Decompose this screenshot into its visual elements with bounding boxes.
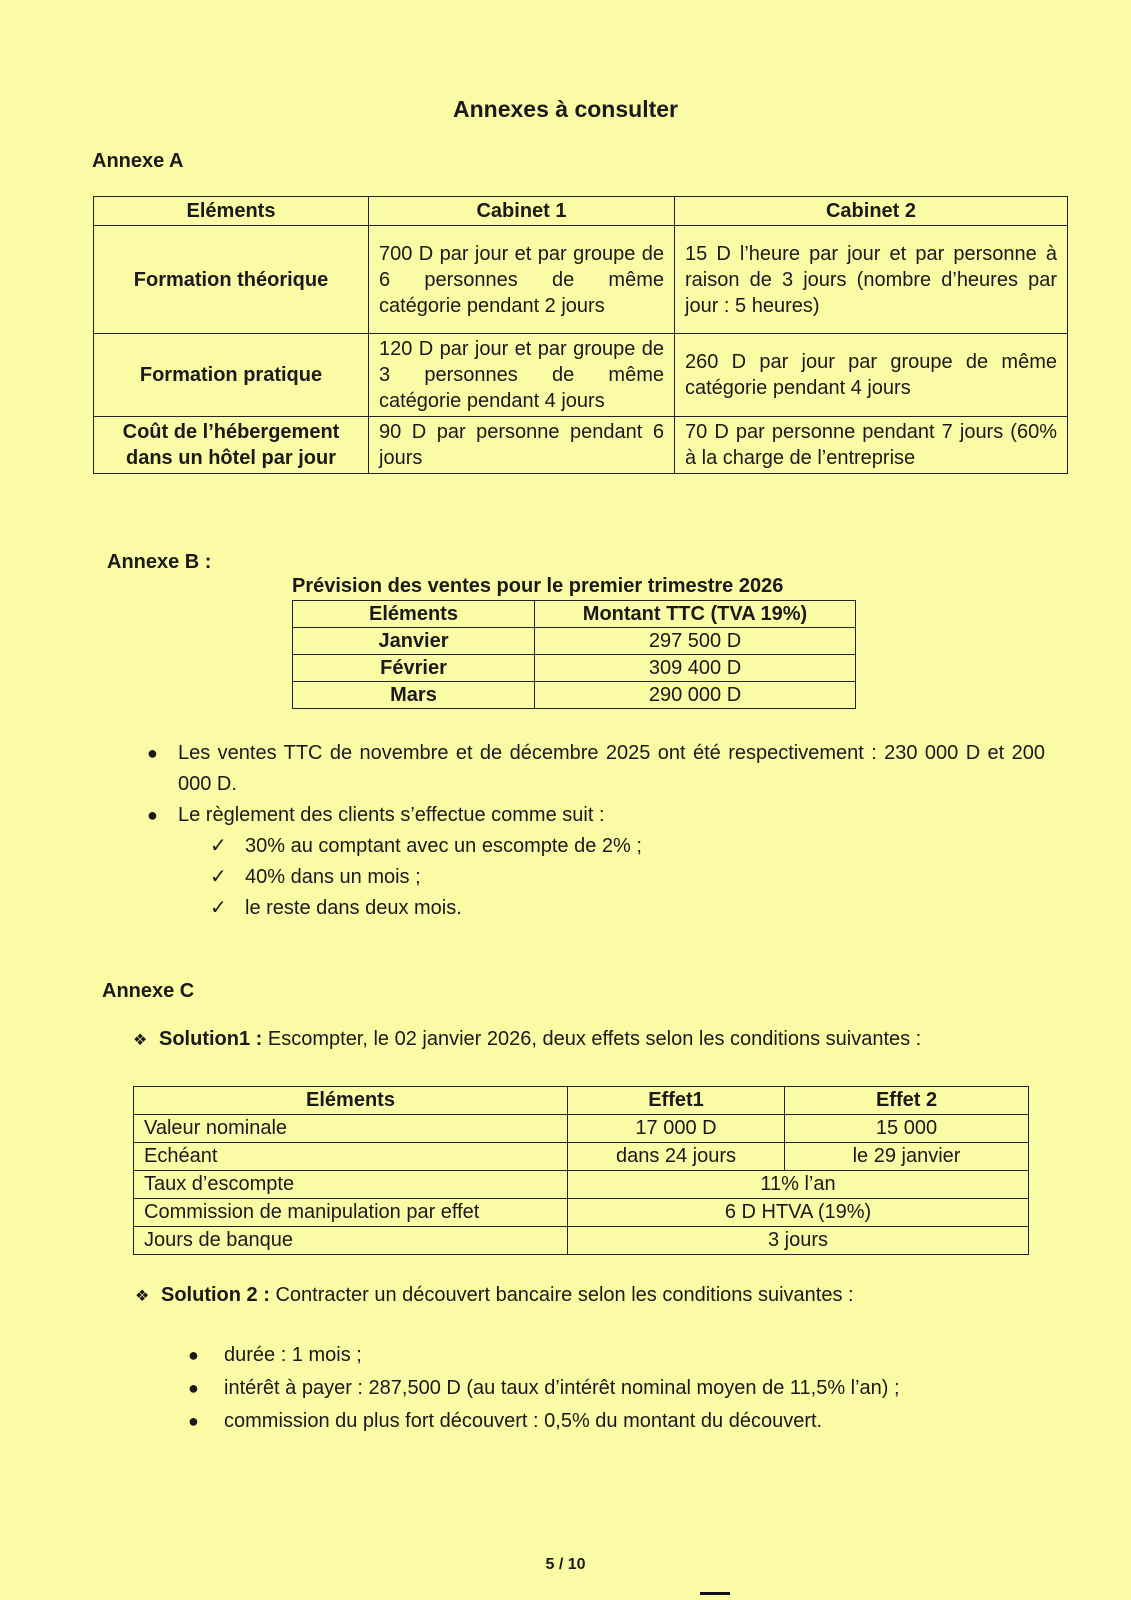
table-row	[134, 1171, 1029, 1199]
solution-2	[135, 1284, 854, 1307]
list-item-text: le reste dans deux mois.	[245, 897, 462, 919]
table-header-row	[134, 1087, 1029, 1115]
checkmark-icon: ✓	[210, 866, 227, 888]
list-item	[188, 1339, 1068, 1372]
row-label: Formation théorique	[94, 226, 369, 334]
annex-b-label: Annexe B :	[107, 551, 212, 573]
bullet-icon: ●	[188, 1411, 199, 1431]
list-item	[140, 800, 1045, 831]
table-cell: 260 D par jour par groupe de même catégorie pendant 4 jours	[675, 334, 1068, 417]
table-cell: dans 24 jours	[568, 1143, 785, 1171]
list-item	[188, 1372, 1068, 1405]
table-cell: 290 000 D	[535, 682, 856, 709]
table-cell: 15 D l’heure par jour et par personne à raison de 3 jours (nombre d’heures par jour : 5 heures)	[675, 226, 1068, 334]
table-row	[293, 682, 856, 709]
column-header: Cabinet 1	[369, 197, 675, 226]
table-cell: 120 D par jour et par groupe de 3 personnes de même catégorie pendant 4 jours	[369, 334, 675, 417]
list-item-text: Le règlement des clients s’effectue comme suit :	[178, 804, 605, 826]
solution-1-text: Escompter, le 02 janvier 2026, deux effets selon les conditions suivantes :	[262, 1028, 922, 1050]
column-header: Effet1	[568, 1087, 785, 1115]
table-row	[94, 417, 1068, 474]
annex-b-table-title: Prévision des ventes pour le premier trimestre 2026	[292, 575, 784, 597]
annex-c-table	[133, 1086, 1029, 1255]
table-header-row	[293, 601, 856, 628]
row-label: Janvier	[293, 628, 535, 655]
table-row	[134, 1115, 1029, 1143]
bullet-icon: ●	[188, 1378, 199, 1398]
list-item	[188, 1405, 1068, 1438]
column-header: Eléments	[94, 197, 369, 226]
page-number: 5 / 10	[545, 1556, 586, 1573]
checkmark-icon: ✓	[210, 897, 227, 919]
annex-a-label: Annexe A	[92, 150, 184, 172]
table-row	[94, 334, 1068, 417]
list-item-text: commission du plus fort découvert : 0,5% du montant du découvert.	[224, 1410, 823, 1432]
solution-2-text: Contracter un découvert bancaire selon les conditions suivantes :	[269, 1284, 854, 1306]
annex-c-label: Annexe C	[102, 980, 195, 1002]
row-label: Echéant	[134, 1143, 568, 1171]
annex-b-notes	[140, 738, 1045, 924]
column-header: Effet 2	[785, 1087, 1029, 1115]
list-item	[140, 738, 1045, 800]
solution-2-conditions	[188, 1339, 1068, 1438]
row-label: Commission de manipulation par effet	[134, 1199, 568, 1227]
column-header: Eléments	[293, 601, 535, 628]
bullet-icon: ●	[188, 1345, 199, 1365]
row-label: Formation pratique	[94, 334, 369, 417]
table-row	[134, 1143, 1029, 1171]
table-cell: le 29 janvier	[785, 1143, 1029, 1171]
solution-2-label: Solution 2 :	[161, 1284, 270, 1306]
solution-1-label: Solution1 :	[159, 1028, 263, 1050]
row-label: Mars	[293, 682, 535, 709]
list-item-text: 30% au comptant avec un escompte de 2% ;	[245, 835, 642, 857]
table-cell: 3 jours	[568, 1227, 1029, 1255]
bullet-icon: ●	[147, 805, 158, 825]
page-title: Annexes à consulter	[453, 96, 678, 122]
list-item	[210, 893, 1045, 924]
table-cell: 309 400 D	[535, 655, 856, 682]
table-cell: 700 D par jour et par groupe de 6 personnes de même catégorie pendant 2 jours	[369, 226, 675, 334]
row-label: Février	[293, 655, 535, 682]
row-label: Taux d’escompte	[134, 1171, 568, 1199]
table-cell: 17 000 D	[568, 1115, 785, 1143]
table-cell: 297 500 D	[535, 628, 856, 655]
annex-a-table	[93, 196, 1068, 474]
row-label: Jours de banque	[134, 1227, 568, 1255]
list-item-text: Les ventes TTC de novembre et de décembre 2025 ont été respectivement : 230 000 D et 200 000 D.	[178, 742, 1045, 795]
annex-b-table	[292, 600, 856, 709]
table-row	[293, 655, 856, 682]
list-item-text: intérêt à payer : 287,500 D (au taux d’intérêt nominal moyen de 11,5% l’an) ;	[224, 1377, 900, 1399]
table-row	[134, 1199, 1029, 1227]
table-row	[134, 1227, 1029, 1255]
list-item	[210, 831, 1045, 862]
checkmark-icon: ✓	[210, 835, 227, 857]
row-label: Coût de l’hébergement dans un hôtel par jour	[94, 417, 369, 474]
bullet-icon: ●	[147, 743, 158, 763]
table-cell: 90 D par personne pendant 6 jours	[369, 417, 675, 474]
column-header: Cabinet 2	[675, 197, 1068, 226]
diamond-bullet-icon: ❖	[133, 1032, 148, 1049]
row-label: Valeur nominale	[134, 1115, 568, 1143]
table-cell: 70 D par personne pendant 7 jours (60% à la charge de l’entreprise	[675, 417, 1068, 474]
table-header-row	[94, 197, 1068, 226]
solution-1	[133, 1028, 921, 1051]
list-item-text: durée : 1 mois ;	[224, 1344, 362, 1366]
column-header: Eléments	[134, 1087, 568, 1115]
list-item-text: 40% dans un mois ;	[245, 866, 421, 888]
table-cell: 11% l’an	[568, 1171, 1029, 1199]
table-cell: 15 000	[785, 1115, 1029, 1143]
table-row	[293, 628, 856, 655]
diamond-bullet-icon: ❖	[135, 1288, 150, 1305]
list-item	[210, 862, 1045, 893]
table-row	[94, 226, 1068, 334]
column-header: Montant TTC (TVA 19%)	[535, 601, 856, 628]
table-cell: 6 D HTVA (19%)	[568, 1199, 1029, 1227]
scan-mark	[700, 1592, 730, 1595]
